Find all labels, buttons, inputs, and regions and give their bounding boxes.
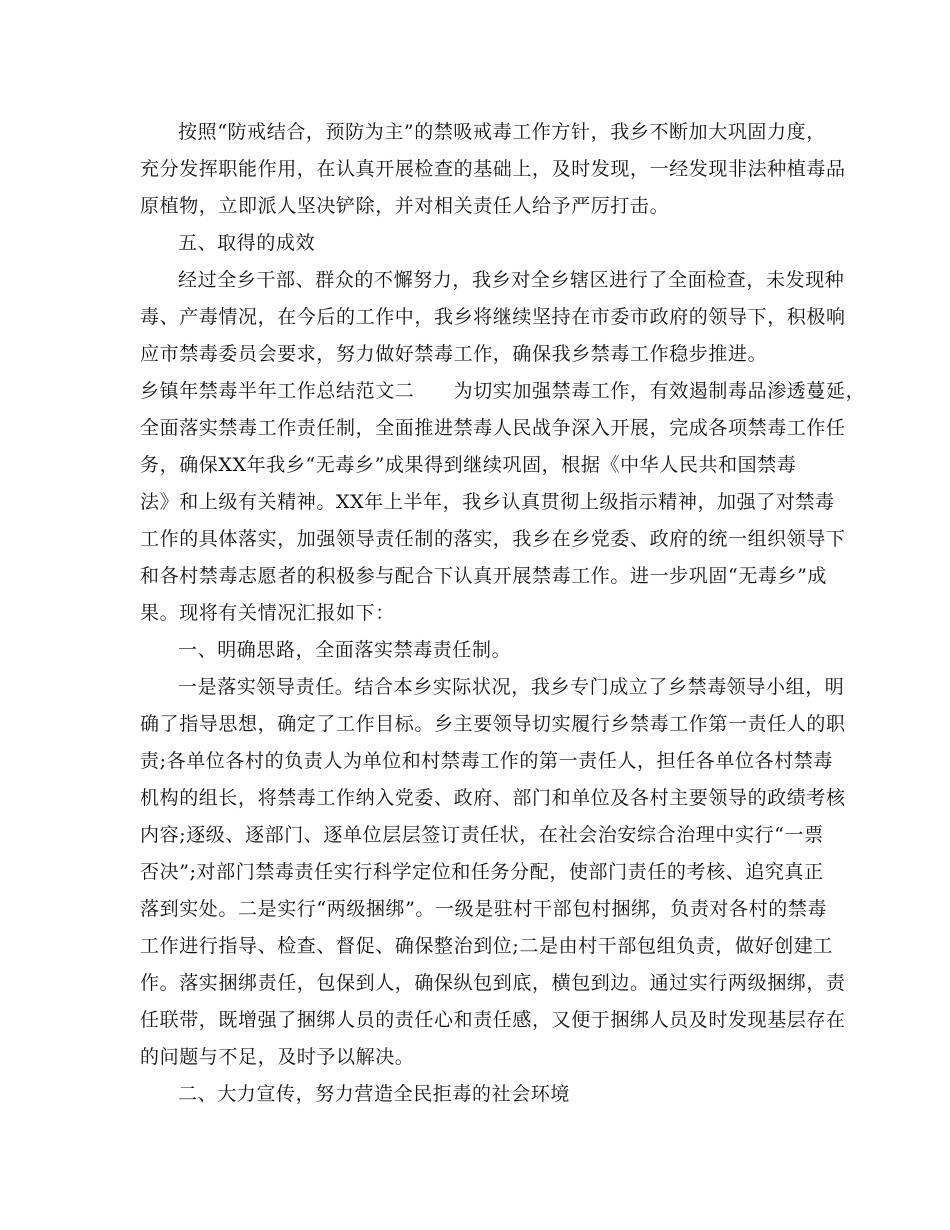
- section-heading: 二、大力宣传，努力营造全民拒毒的社会环境: [178, 1083, 571, 1105]
- text-line: 的问题与不足，及时予以解决。: [140, 1046, 415, 1068]
- text-line: 一是落实领导责任。结合本乡实际状况，我乡专门成立了乡禁毒领导小组，明: [178, 676, 845, 698]
- text-line: 和各村禁毒志愿者的积极参与配合下认真开展禁毒工作。进一步巩固“无毒乡”成: [140, 565, 828, 587]
- text-line: 工作进行指导、检查、督促、确保整治到位;二是由村干部包组负责，做好创建工: [140, 935, 834, 957]
- text-line: 工作的具体落实，加强领导责任制的落实，我乡在乡党委、政府的统一组织领导下: [140, 528, 846, 550]
- text-line: 落到实处。二是实行“两级捆绑”。一级是驻村干部包村捆绑，负责对各村的禁毒: [140, 898, 828, 920]
- text-line: 作。落实捆绑责任，包保到人，确保纵包到底，横包到边。通过实行两级捆绑，责: [140, 972, 846, 994]
- text-line: 充分发挥职能作用，在认真开展检查的基础上，及时发现，一经发现非法种植毒品: [140, 158, 846, 180]
- text-line: 否决”;对部门禁毒责任实行科学定位和任务分配，使部门责任的考核、追究真正: [140, 861, 824, 883]
- text-line: 全面落实禁毒工作责任制，全面推进禁毒人民战争深入开展，完成各项禁毒工作任: [140, 417, 846, 439]
- section-heading: 一、明确思路，全面落实禁毒责任制。: [178, 639, 512, 661]
- text-line: 乡镇年禁毒半年工作总结范文二 为切实加强禁毒工作，有效遏制毒品渗透蔓延，: [140, 380, 866, 402]
- text-line: 任联带，既增强了捆绑人员的责任心和责任感，又便于捆绑人员及时发现基层存在: [140, 1009, 846, 1031]
- text-line: 内容;逐级、逐部门、逐单位层层签订责任状，在社会治安综合治理中实行“一票: [140, 824, 824, 846]
- text-line: 经过全乡干部、群众的不懈努力，我乡对全乡辖区进行了全面检查，未发现种: [178, 269, 845, 291]
- text-line: 果。现将有关情况汇报如下：: [140, 602, 395, 624]
- text-line: 应市禁毒委员会要求，努力做好禁毒工作，确保我乡禁毒工作稳步推进。: [140, 343, 768, 365]
- text-line: 原植物，立即派人坚决铲除，并对相关责任人给予严厉打击。: [140, 195, 670, 217]
- text-line: 毒、产毒情况，在今后的工作中，我乡将继续坚持在市委市政府的领导下，积极响: [140, 306, 846, 328]
- text-line: 机构的组长，将禁毒工作纳入党委、政府、部门和单位及各村主要领导的政绩考核: [140, 787, 846, 809]
- text-line: 务，确保XX年我乡“无毒乡”成果得到继续巩固，根据《中华人民共和国禁毒: [140, 454, 797, 476]
- text-line: 确了指导思想，确定了工作目标。乡主要领导切实履行乡禁毒工作第一责任人的职: [140, 713, 846, 735]
- text-line: 法》和上级有关精神。XX年上半年，我乡认真贯彻上级指示精神，加强了对禁毒: [140, 491, 835, 513]
- text-line: 责;各单位各村的负责人为单位和村禁毒工作的第一责任人，担任各单位各村禁毒: [140, 750, 834, 772]
- section-heading: 五、取得的成效: [178, 232, 316, 254]
- text-line: 按照“防戒结合，预防为主”的禁吸戒毒工作方针，我乡不断加大巩固力度，: [178, 121, 826, 143]
